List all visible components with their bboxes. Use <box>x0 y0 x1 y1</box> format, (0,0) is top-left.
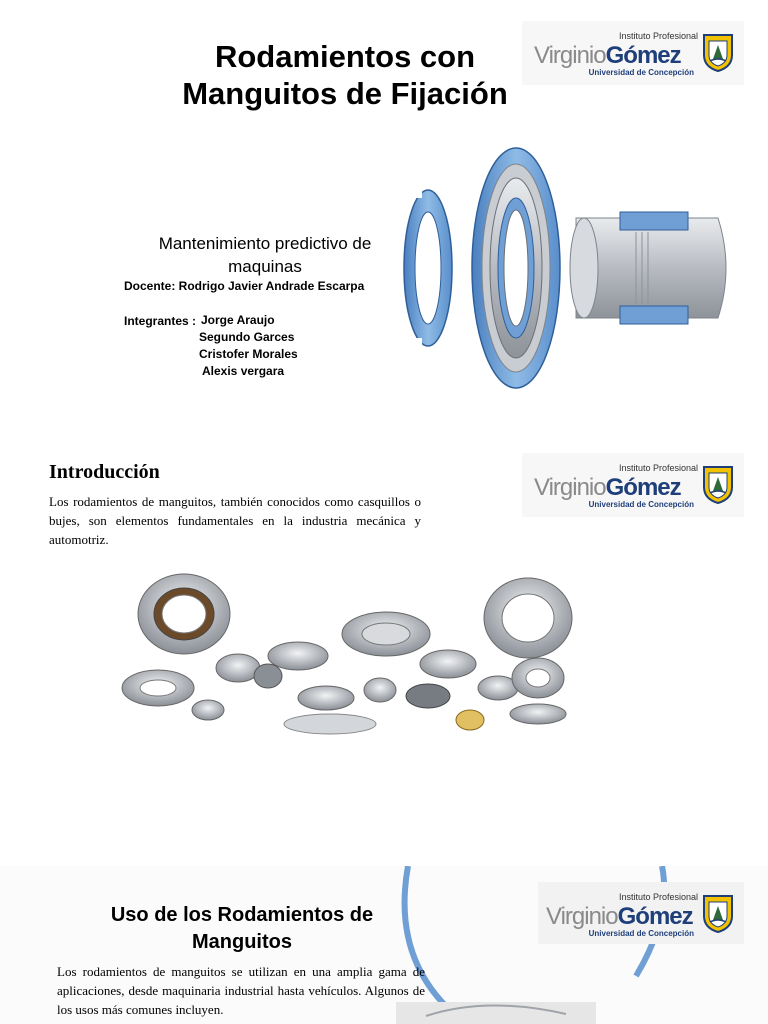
bearing-tapered-center <box>342 612 430 656</box>
bearing-large-right <box>484 578 572 658</box>
uso-body: Los rodamientos de manguitos se utilizan en una amplia gama de aplicaciones, desde maquinaria industrial hasta vehículos. Algunos de los usos más comunes incluyen. <box>57 964 425 1017</box>
logo-universidad-text: Universidad de Concepción <box>588 929 694 938</box>
logo-instituto-text: Instituto Profesional <box>618 463 698 473</box>
slide1-subtitle: Mantenimiento predictivo de maquinas <box>158 234 372 276</box>
docente-text: Docente: Rodrigo Javier Andrade Escarpa <box>124 279 365 293</box>
spherical-bearing <box>472 148 560 388</box>
virginio-gomez-logo <box>538 882 744 944</box>
slide1-title <box>140 38 550 112</box>
slide1-title-line1: Rodamientos con <box>214 39 476 74</box>
virginio-gomez-logo <box>522 453 744 517</box>
introduccion-body: Los rodamientos de manguitos, también conocidos como casquillos o bujes, son elementos fundamentales en la industria mecánica y automotriz. <box>49 494 421 547</box>
virginio-gomez-logo <box>522 21 744 85</box>
logo-instituto-text: Instituto Profesional <box>618 31 698 41</box>
logo-universidad-text: Universidad de Concepción <box>588 68 694 77</box>
logo-universidad-text: Universidad de Concepción <box>588 500 694 509</box>
assorted-bearings-photo <box>118 568 588 748</box>
member-name: Segundo Garces <box>199 330 295 344</box>
bearing-large-left <box>138 574 230 654</box>
logo-name: VirginioGómez <box>546 903 693 930</box>
logo-name: VirginioGómez <box>534 474 681 501</box>
bearing-small-group <box>122 642 566 734</box>
member-name: Jorge Araujo <box>201 313 275 327</box>
crest-icon <box>702 894 734 934</box>
member-name: Cristofer Morales <box>199 347 298 361</box>
integrantes-label: Integrantes : <box>124 314 197 328</box>
logo-instituto-text: Instituto Profesional <box>618 892 698 902</box>
bearing-assembly-illustration <box>398 140 738 396</box>
member-name: Alexis vergara <box>202 364 285 378</box>
introduccion-heading: Introducción <box>49 461 160 483</box>
logo-name: VirginioGómez <box>534 42 681 69</box>
lock-nut <box>404 188 452 348</box>
adapter-sleeve <box>570 212 726 324</box>
crest-icon <box>702 465 734 505</box>
uso-heading: Uso de los Rodamientos de Manguitos <box>110 904 374 953</box>
crest-icon <box>702 33 734 73</box>
slide1-title-line2: Manguitos de Fijación <box>182 76 508 111</box>
